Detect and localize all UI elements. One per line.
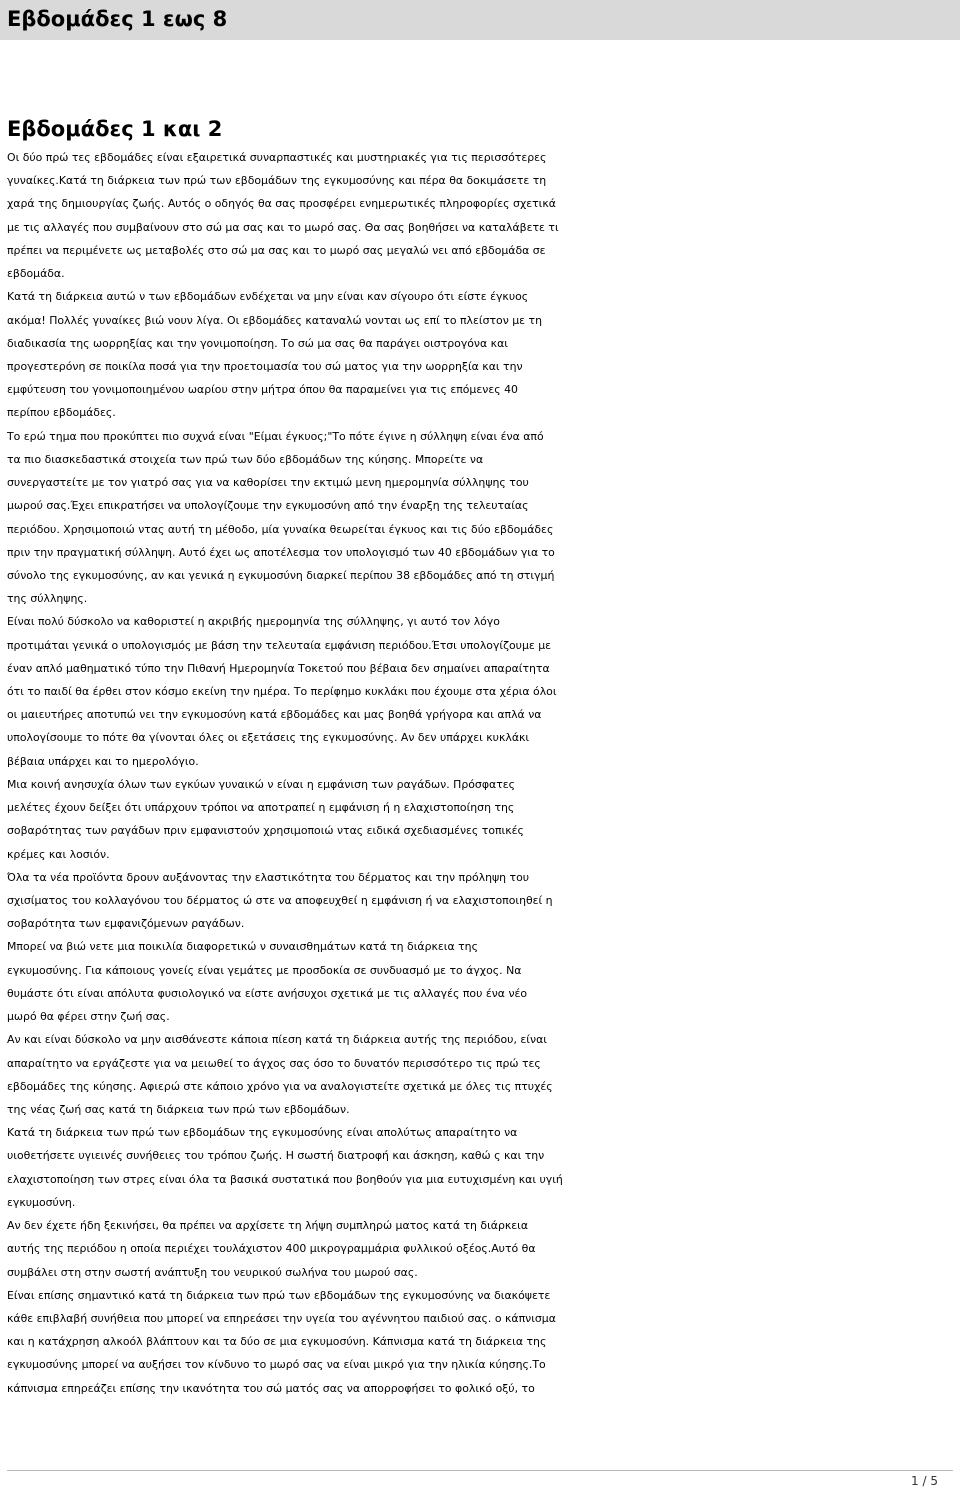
- text-line: ακόμα! Πολλές γυναίκες βιώ νουν λίγα. Οι εβδομάδες καταναλώ νονται ως επί το πλείστον με τη: [7, 313, 542, 327]
- text-line: μωρό θα φέρει στην ζωή σας.: [7, 1010, 170, 1024]
- text-line: μωρού σας.Έχει επικρατήσει να υπολογίζουμε την εγκυμοσύνη από την έναρξη της τελευταίας: [7, 499, 529, 513]
- text-line: Αν δεν έχετε ήδη ξεκινήσει, θα πρέπει να αρχίσετε τη λήψη συμπληρώ ματος κατά τη διάρκεια: [7, 1219, 529, 1233]
- text-line: Κατά τη διάρκεια αυτώ ν των εβδομάδων ενδέχεται να μην είναι καν σίγουρο ότι είστε έγκυος: [7, 290, 529, 304]
- text-line: μελέτες έχουν δείξει ότι υπάρχουν τρόποι να αποτραπεί η εμφάνιση ή η ελαχιστοποίηση της: [7, 801, 515, 815]
- text-line: αυτής της περιόδου η οποία περιέχει τουλάχιστον 400 μικρογραμμάρια φυλλικού οξέος.Αυτό θα: [7, 1242, 536, 1256]
- text-line: ότι το παιδί θα έρθει στον κόσμο εκείνη την ημέρα. Το περίφημο κυκλάκι που έχουμε στα χέρια όλοι: [7, 685, 557, 699]
- document-title: Εβδομάδες 1 εως 8: [7, 7, 228, 31]
- text-line: εβδομάδες της κύησης. Αφιερώ στε κάποιο χρόνο για να αναλογιστείτε σχετικά με όλες τις πτυχές: [7, 1079, 553, 1093]
- text-line: περιόδου. Χρησιμοποιώ ντας αυτή τη μέθοδο, μία γυναίκα θεωρείται έγκυος και τις δύο εβδομάδες: [7, 522, 554, 536]
- text-line: προγεστερόνη σε ποικίλα ποσά για την προετοιμασία του σώ ματος για την ωορρηξία και την: [7, 359, 523, 373]
- text-line: προτιμάται γενικά ο υπολογισμός με βάση την τελευταία εμφάνιση περιόδου.Έτσι υπολογίζουμε με: [7, 638, 552, 652]
- text-line: συμβάλει στη στην σωστή ανάπτυξη του νευρικού σωλήνα του μωρού σας.: [7, 1265, 418, 1279]
- page-number: 1 / 5: [911, 1474, 938, 1488]
- text-line: Το ερώ τημα που προκύπτει πιο συχνά είναι "Είμαι έγκυος;"Το πότε έγινε η σύλληψη είναι ένα από: [7, 429, 544, 443]
- body-text: [7, 146, 960, 1400]
- text-line: σοβαρότητας των ραγάδων πριν εμφανιστούν χρησιμοποιώ ντας ειδικά σχεδιασμένες τοπικές: [7, 824, 524, 838]
- text-line: της νέας ζωή σας κατά τη διάρκεια των πρώ των εβδομάδων.: [7, 1102, 350, 1116]
- text-line: έναν απλό μαθηματικό τύπο την Πιθανή Ημερομηνία Τοκετού που βέβαια δεν σημαίνει απαραίτητα: [7, 661, 550, 675]
- text-line: σχισίματος του κολλαγόνου του δέρματος ώ στε να αποφευχθεί η εμφάνιση ή να ελαχιστοποιηθεί η: [7, 894, 553, 907]
- text-line: πριν την πραγματική σύλληψη. Αυτό έχει ως αποτέλεσμα τον υπολογισμό των 40 εβδομάδων για το: [7, 545, 555, 559]
- text-line: κάθε επιβλαβή συνήθεια που μπορεί να επηρεάσει την υγεία του αγέννητου παιδιού σας. ο κάπνισμα: [7, 1311, 556, 1325]
- text-line: υιοθετήσετε υγιεινές συνήθειες του τρόπου ζωής. Η σωστή διατροφή και άσκηση, καθώ ς και την: [7, 1149, 545, 1163]
- text-line: εβδομάδα.: [7, 267, 65, 281]
- text-line: θυμάστε ότι είναι απόλυτα φυσιολογικό να είστε ανήσυχοι σχετικά με τις αλλαγές που ένα νέο: [7, 986, 528, 1000]
- text-line: χαρά της δημιουργίας ζωής. Αυτός ο οδηγός θα σας προσφέρει ενημερωτικές πληροφορίες σχετικά: [7, 197, 556, 211]
- text-line: κάπνισμα επηρεάζει επίσης την ικανότητα του σώ ματός σας να απορροφήσει το φολικό οξύ, το: [7, 1381, 535, 1395]
- text-line: κρέμες και λοσιόν.: [7, 847, 110, 861]
- text-line: Μπορεί να βιώ νετε μια ποικιλία διαφορετικώ ν συναισθημάτων κατά τη διάρκεια της: [7, 940, 478, 954]
- text-line: Οι δύο πρώ τες εβδομάδες είναι εξαιρετικά συναρπαστικές και μυστηριακές για τις περισσότερες: [7, 151, 547, 164]
- text-line: οι μαιευτήρες αποτυπώ νει την εγκυμοσύνη κατά εβδομάδες και μας βοηθά γρήγορα και απλά να: [7, 708, 542, 722]
- title-bar: [0, 0, 960, 40]
- text-line: απαραίτητο να εργάζεστε για να μειωθεί το άγχος σας όσο το δυνατόν περισσότερο τις πρώ τες: [7, 1056, 541, 1070]
- text-line: συνεργαστείτε με τον γιατρό σας για να καθορίσει την εκτιμώ μενη ημερομηνία σύλληψης του: [7, 476, 529, 490]
- section-heading: Εβδομάδες 1 και 2: [7, 117, 223, 141]
- text-line: βέβαια υπάρχει και το ημερολόγιο.: [7, 754, 199, 768]
- text-line: γυναίκες.Κατά τη διάρκεια των πρώ των εβδομάδων της εγκυμοσύνης και πέρα θα δοκιμάσετε τη: [7, 174, 547, 188]
- text-line: εμφύτευση του γονιμοποιημένου ωαρίου στην μήτρα όπου θα παραμείνει για τις επόμενες 40: [7, 383, 518, 397]
- text-line: σύνολο της εγκυμοσύνης, αν και γενικά η εγκυμοσύνη διαρκεί περίπου 38 εβδομάδες από τη στιγμή: [7, 568, 555, 582]
- text-line: περίπου εβδομάδες.: [7, 406, 116, 420]
- text-line: Είναι επίσης σημαντικό κατά τη διάρκεια των πρώ των εβδομάδων της εγκυμοσύνης να διακόψετε: [7, 1288, 551, 1302]
- text-line: ελαχιστοποίηση των στρες είναι όλα τα βασικά συστατικά που βοηθούν για μια ευτυχισμένη και υγιή: [7, 1172, 563, 1186]
- text-line: εγκυμοσύνης μπορεί να αυξήσει τον κίνδυνο το μωρό σας να είναι μικρό για την ηλικία κύησης.Το: [7, 1358, 546, 1372]
- text-line: υπολογίσουμε το πότε θα γίνονται όλες οι εξετάσεις της εγκυμοσύνης. Αν δεν υπάρχει κυκλάκι: [7, 731, 530, 745]
- text-line: Αν και είναι δύσκολο να μην αισθάνεστε κάποια πίεση κατά τη διάρκεια αυτής της περιόδου, είναι: [7, 1033, 547, 1047]
- text-line: εγκυμοσύνης. Για κάποιους γονείς είναι γεμάτες με προσδοκία σε συνδυασμό με το άγχος. Να: [7, 963, 522, 977]
- text-line: Είναι πολύ δύσκολο να καθοριστεί η ακριβής ημερομηνία της σύλληψης, γι αυτό τον λόγο: [7, 615, 500, 629]
- text-line: πρέπει να περιμένετε ως μεταβολές στο σώ μα σας και το μωρό σας μεγαλώ νει από εβδομάδα σε: [7, 243, 546, 257]
- text-line: Όλα τα νέα προϊόντα δρουν αυξάνοντας την ελαστικότητα του δέρματος και την πρόληψη του: [7, 870, 530, 884]
- text-line: Κατά τη διάρκεια των πρώ των εβδομάδων της εγκυμοσύνης είναι απολύτως απαραίτητο να: [7, 1126, 518, 1140]
- text-line: διαδικασία της ωορρηξίας και την γονιμοποίηση. Το σώ μα σας θα παράγει οιστρογόνα και: [7, 336, 508, 350]
- text-line: και η κατάχρηση αλκοόλ βλάπτουν και τα δύο σε μια εγκυμοσύνη. Κάπνισμα κατά τη διάρκεια της: [7, 1335, 547, 1349]
- text-line: τα πιο διασκεδαστικά στοιχεία των πρώ των δύο εβδομάδων της κύησης. Μπορείτε να: [7, 452, 484, 466]
- text-line: εγκυμοσύνη.: [7, 1195, 76, 1209]
- text-line: σοβαρότητα των εμφανιζόμενων ραγάδων.: [7, 917, 245, 931]
- text-line: της σύλληψης.: [7, 592, 88, 606]
- text-line: Μια κοινή ανησυχία όλων των εγκύων γυναικώ ν είναι η εμφάνιση των ραγάδων. Πρόσφατες: [7, 777, 516, 791]
- footer-divider: [7, 1470, 953, 1471]
- text-line: με τις αλλαγές που συμβαίνουν στο σώ μα σας και το μωρό σας. Θα σας βοηθήσει να καταλάβετε τι: [7, 220, 559, 234]
